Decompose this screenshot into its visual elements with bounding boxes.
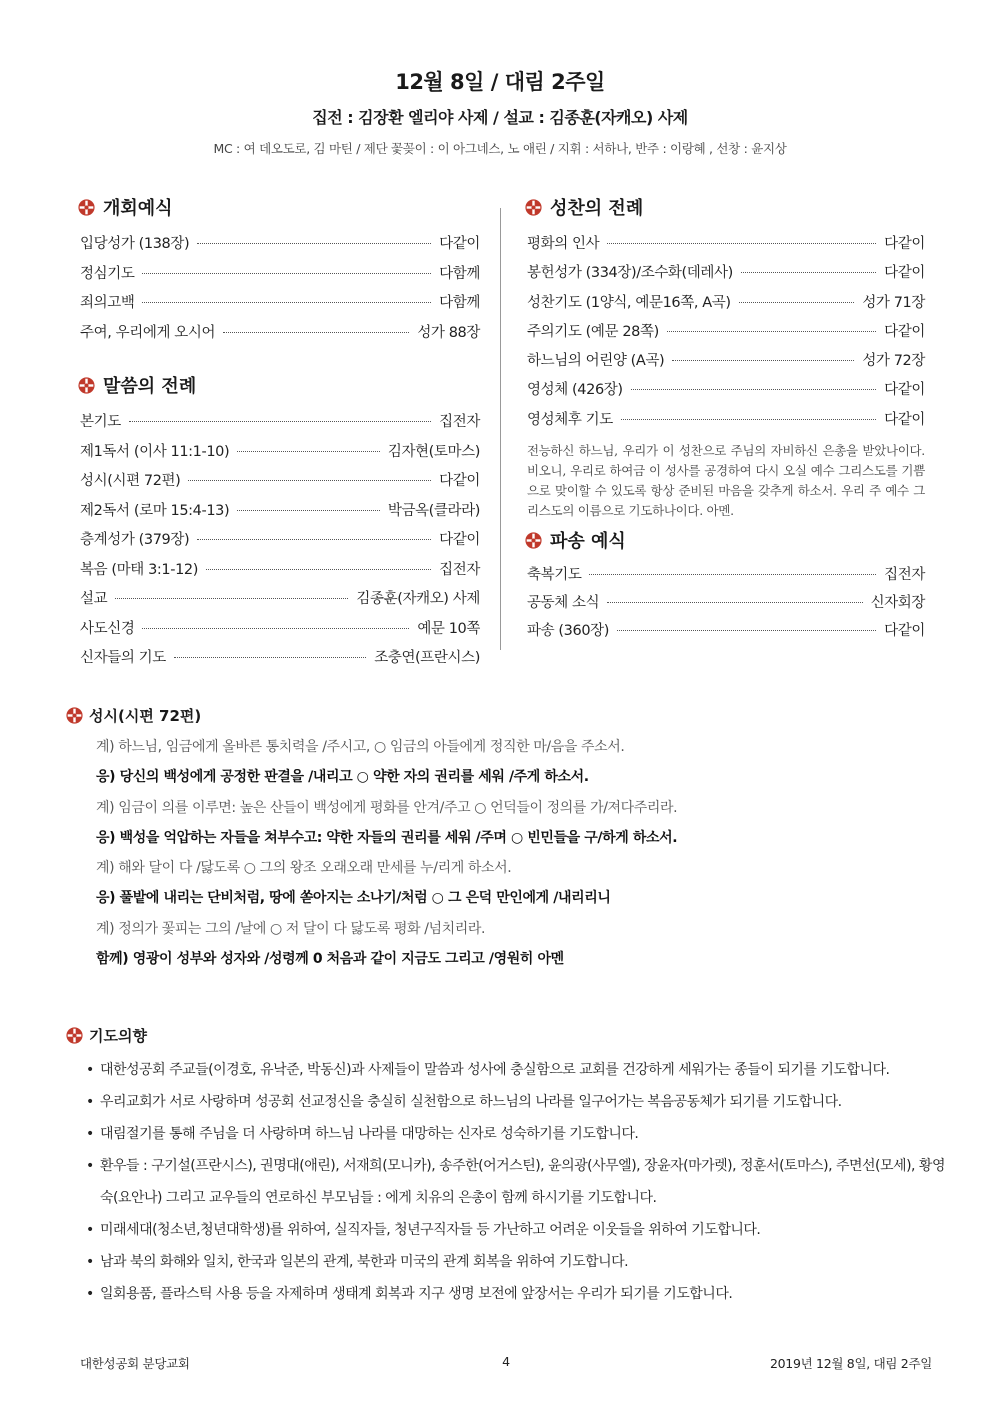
cross-icon [66, 1027, 83, 1044]
service-item-value: 다같이 [884, 323, 925, 340]
service-item-value: 집전자 [439, 414, 480, 430]
dot-leader [607, 243, 876, 244]
service-item-value: 조충연(프란시스) [374, 650, 480, 666]
service-item-label: 죄의고백 [80, 295, 135, 311]
service-item-label: 공동체 소식 [527, 595, 600, 612]
cross-icon [525, 532, 542, 549]
psalm-lead-line: 계) 하느님, 임금에게 올바른 통치력을 /주시고, ○ 임금의 아들에게 정직한 마/음을 주소서. [96, 739, 625, 755]
dot-leader [197, 243, 431, 244]
dot-leader [129, 421, 431, 422]
service-item-value: 신자회장 [870, 595, 925, 612]
page-subtitle: 집전 : 김장환 엘리야 사제 / 설교 : 김종훈(자캐오) 사제 [312, 108, 688, 127]
psalm-lines [96, 732, 936, 974]
footer-page-number: 4 [502, 1354, 510, 1369]
service-item-value: 다같이 [439, 236, 480, 252]
dot-leader [142, 273, 431, 274]
cross-icon [78, 377, 95, 394]
dot-leader [142, 302, 431, 303]
service-item-value: 집전자 [439, 561, 480, 578]
dot-leader [741, 272, 876, 273]
service-item-label: 하느님의 어린양 (A곡) [527, 353, 665, 370]
intentions-section [66, 1024, 946, 1310]
opening-items [80, 232, 480, 350]
cross-icon [66, 707, 83, 724]
cross-icon [525, 199, 542, 216]
service-item-label: 복음 (마태 3:1-12) [80, 561, 198, 578]
service-item-value: 다같이 [884, 236, 925, 252]
page-title: 12월 8일 / 대림 2주일 [395, 70, 605, 94]
service-item [80, 558, 480, 588]
service-item-label: 영성체후 기도 [527, 411, 613, 428]
section-heading-label: 말씀의 전례 [103, 376, 197, 397]
section-heading-eucharist [525, 194, 925, 220]
service-item-label: 제1독서 (이사 11:1-10) [80, 443, 230, 460]
service-item [80, 410, 480, 440]
service-item-value: 다함께 [439, 265, 480, 282]
service-item [80, 499, 480, 529]
intention-item: • 남과 북의 화해와 일치, 한국과 일본의 관계, 북한과 미국의 관계 회복을 위하여 기도합니다. [86, 1246, 946, 1278]
intention-item: • 일회용품, 플라스틱 사용 등을 자제하며 생태계 회복과 지구 생명 보전에 앞장서는 우리가 되기를 기도합니다. [86, 1278, 946, 1310]
intentions-list [86, 1054, 946, 1310]
psalm-response-line: 응) 당신의 백성에게 공정한 판결을 /내리고 ○ 약한 자의 권리를 세워 /주게 하소서. [96, 769, 589, 786]
service-item-value: 성가 72장 [862, 353, 925, 370]
psalm-response-line: 함께) 영광이 성부와 성자와 /성령께 0 처음과 같이 지금도 그리고 /영원히 아멘 [96, 951, 564, 968]
service-item-value: 다같이 [439, 532, 480, 548]
intention-item: • 우리교회가 서로 사랑하며 성공회 선교정신을 충실히 실천함으로 하느님의 나라를 일구어가는 복음공동체가 되기를 기도합니다. [86, 1086, 946, 1118]
dot-leader [237, 451, 380, 452]
service-item-label: 사도신경 [80, 620, 135, 637]
psalm-lead-line: 계) 해와 달이 다 /닳도록 ○ 그의 왕조 오래오래 만세를 누/리게 하소서. [96, 860, 512, 877]
section-heading-opening [78, 194, 480, 220]
service-item-label: 파송 (360장) [527, 623, 610, 640]
section-heading-label: 파송 예식 [550, 531, 626, 553]
dismissal-items [527, 563, 925, 647]
dot-leader [188, 480, 431, 481]
dot-leader [174, 657, 366, 658]
intention-item: • 대림절기를 통해 주님을 더 사랑하며 하느님 나라를 대망하는 신자로 성숙하기를 기도합니다. [86, 1118, 946, 1150]
service-item [80, 528, 480, 558]
service-item-value: 예문 10쪽 [417, 620, 480, 637]
psalm-response-line: 응) 백성을 억압하는 자들을 쳐부수고: 약한 자들의 권리를 세워 /주며 ○ 빈민들을 구/하게 하소서. [96, 829, 678, 846]
psalm-section [66, 704, 936, 974]
psalm-lead-line: 계) 임금이 의를 이루면: 높은 산들이 백성에게 평화를 안겨/주고 ○ 언덕들이 정의를 가/져다주리라. [96, 799, 678, 816]
service-item-label: 주여, 우리에게 오시어 [80, 324, 216, 341]
service-item-label: 입당성가 (138장) [80, 236, 190, 252]
service-item [527, 291, 925, 320]
service-item-label: 층계성가 (379장) [80, 532, 190, 548]
service-item-label: 평화의 인사 [527, 236, 600, 252]
psalm-lead-line: 계) 정의가 꽃피는 그의 /날에 ○ 저 달이 다 닳도록 평화 /넘치리라. [96, 920, 486, 937]
column-divider [500, 208, 501, 650]
service-item [527, 232, 925, 261]
service-item [80, 587, 480, 617]
dot-leader [607, 602, 862, 603]
footer-date: 2019년 12월 8일, 대림 2주일 [769, 1356, 932, 1371]
service-item-value: 김종훈(자캐오) 사제 [356, 591, 480, 607]
service-item [527, 619, 925, 647]
dot-leader [223, 332, 409, 333]
service-item [80, 291, 480, 321]
service-item-value: 집전자 [884, 567, 925, 584]
dot-leader [237, 510, 380, 511]
intentions-heading-label: 기도의향 [89, 1026, 147, 1045]
psalm-heading [66, 704, 936, 726]
dot-leader [142, 628, 409, 629]
dot-leader [617, 630, 876, 631]
dot-leader [621, 419, 876, 420]
section-heading-label: 성찬의 전례 [550, 198, 644, 219]
service-item-value: 성가 71장 [862, 294, 925, 311]
intention-item: • 환우들 : 구기설(프란시스), 권명대(애린), 서재희(모니카), 송주한(어거스틴), 윤의광(사무엘), 장윤자(마가렛), 정훈서(토마스), 주면선(모세), 황영숙(요안나) 그리고 교우들의 연로하신 부모님들 : 에게 치유의 은총이 함께 하시기를 기도합니다. [86, 1150, 946, 1214]
right-column [527, 194, 925, 647]
psalm-response-line: 응) 풀밭에 내리는 단비처럼, 땅에 쏟아지는 소나기/처럼 ○ 그 은덕 만인에게 /내리리니 [96, 890, 611, 907]
service-credits: MC : 여 데오도로, 김 마틴 / 제단 꽃꽂이 : 이 아그네스, 노 애린 / 지휘 : 서하나, 반주 : 이랑혜 , 선창 : 윤지상 [213, 141, 787, 156]
footer-church: 대한성공회 분당교회 [80, 1356, 190, 1371]
service-item [527, 378, 925, 407]
service-item [527, 261, 925, 290]
service-item [527, 591, 925, 619]
dot-leader [206, 569, 431, 570]
service-item-value: 다같이 [884, 265, 925, 282]
dot-leader [672, 360, 854, 361]
section-heading-dismissal [525, 527, 925, 553]
dot-leader [739, 302, 855, 303]
service-item [80, 232, 480, 262]
page-header [0, 66, 1000, 157]
service-item-value: 다함께 [439, 295, 480, 311]
service-item-value: 다같이 [884, 623, 925, 640]
service-item [80, 469, 480, 499]
service-item-label: 영성체 (426장) [527, 382, 623, 399]
service-item-label: 설교 [80, 591, 108, 607]
service-item [80, 321, 480, 351]
eucharist-items [527, 232, 925, 437]
psalm-heading-label: 성시(시편 72편) [89, 706, 202, 725]
service-item-value: 김자현(토마스) [387, 443, 480, 460]
service-item-value: 다같이 [884, 382, 925, 399]
service-item-label: 제2독서 (로마 15:4-13) [80, 502, 230, 519]
service-item-label: 정심기도 [80, 265, 135, 282]
service-item [80, 262, 480, 292]
service-item-label: 본기도 [80, 414, 121, 430]
left-column [80, 194, 480, 676]
service-item-value: 박금옥(클라라) [387, 502, 480, 519]
dot-leader [197, 539, 431, 540]
service-item [527, 563, 925, 591]
section-heading-word [78, 372, 480, 398]
service-item [80, 440, 480, 470]
service-item [80, 617, 480, 647]
service-item-label: 성찬기도 (1양식, 예문16쪽, A곡) [527, 294, 731, 311]
service-item [527, 320, 925, 349]
service-item-label: 성시(시편 72편) [80, 473, 181, 489]
cross-icon [78, 199, 95, 216]
service-item-label: 신자들의 기도 [80, 650, 166, 666]
intention-item: • 미래세대(청소년,청년대학생)를 위하여, 실직자들, 청년구직자들 등 가난하고 어려운 이웃들을 위하여 기도합니다. [86, 1214, 946, 1246]
service-item-value: 다같이 [439, 473, 480, 489]
dot-leader [589, 574, 876, 575]
service-item-value: 성가 88장 [417, 324, 480, 341]
section-heading-label: 개회예식 [103, 198, 173, 219]
dot-leader [631, 389, 877, 390]
intentions-heading [66, 1024, 946, 1046]
service-item-label: 주의기도 (예문 28쪽) [527, 323, 659, 340]
service-item [527, 408, 925, 437]
service-item [527, 349, 925, 378]
service-item [80, 646, 480, 676]
post-communion-prayer: 전능하신 하느님, 우리가 이 성찬으로 주님의 자비하신 은총을 받았나이다. 비오니, 우리로 하여금 이 성사를 공경하여 다시 오실 예수 그리스도를 기쁨으로 맞이할 수 있도록 항상 준비된 마음을 갖추게 하소서. 우리 주 예수 그리스도의 이름으로 기도하나이다. 아멘. [527, 443, 925, 519]
service-item-label: 축복기도 [527, 567, 582, 584]
dot-leader [115, 598, 348, 599]
service-item-value: 다같이 [884, 411, 925, 428]
word-items [80, 410, 480, 676]
dot-leader [667, 331, 876, 332]
service-item-label: 봉헌성가 (334장)/조수화(데레사) [527, 265, 733, 282]
intention-item: • 대한성공회 주교들(이경호, 유낙준, 박동신)과 사제들이 말씀과 성사에 충실함으로 교회를 건강하게 세워가는 종들이 되기를 기도합니다. [86, 1054, 946, 1086]
